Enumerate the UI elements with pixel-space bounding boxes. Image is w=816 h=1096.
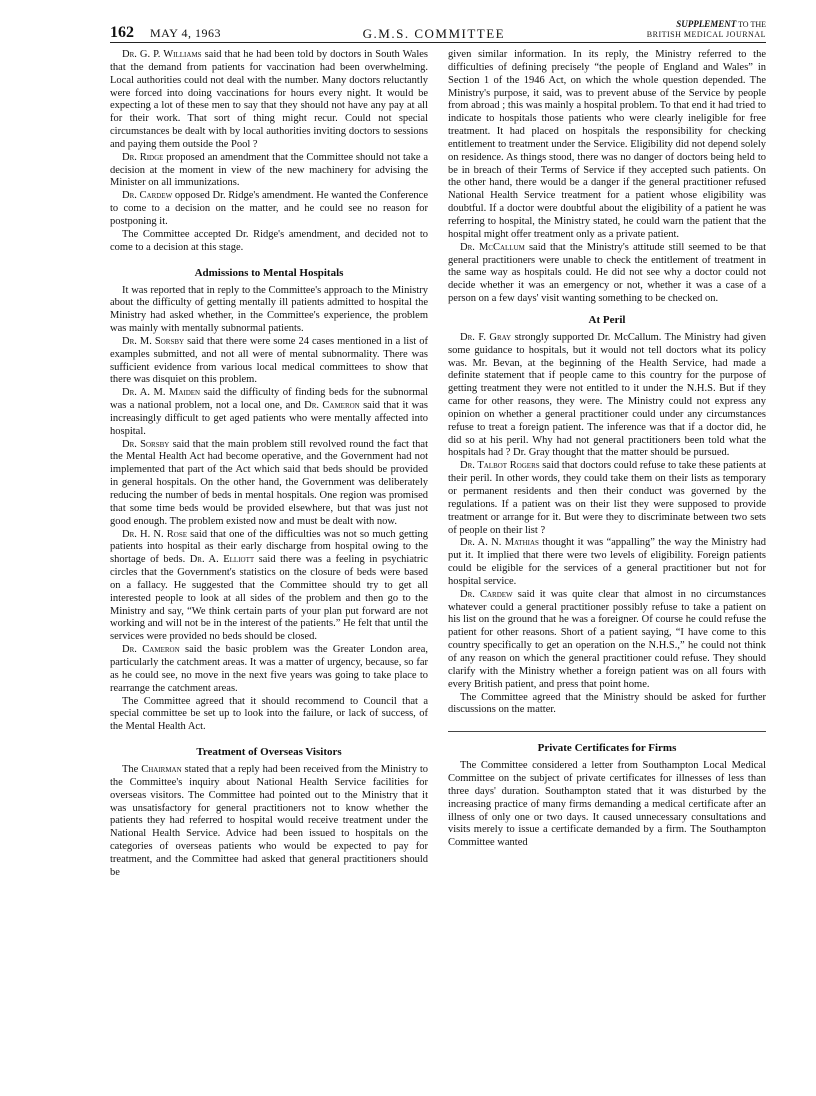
paragraph-text: said that the Ministry's attitude still seemed to be that general practitioners were unable to check the entitlement of treatment in the same way as hospitals could. He did not see why a doctor could not decide whether it was an emergency or not, whether it was a case of a person on a few days' visit wanting something to be checked on. [448, 241, 766, 305]
paragraph-text: proposed an amendment that the Committee should not take a decision at the moment in view of the new machinery for advising the Minister on all immunizations. [110, 151, 428, 189]
paragraph-text: said it was quite clear that almost in no circumstances whatever could a general practitioner possibly refuse to take a patient on his list on the ground that he was a foreigner. Of course he could refuse the patient for other reasons. Short of a patient saying, “I have come to this country specifically to get an operation on the N.H.S.,” he could not think of any reason on which the general practitioner could refuse. They should clarify with the Ministry whether a foreign patient was on all fours with every British patient, and press that point home. [448, 588, 767, 690]
paragraph [110, 439, 428, 529]
speaker-name: Dr. Cardew [122, 190, 173, 202]
paragraph-text: said that he had been told by doctors in South Wales that the demand from patients for vaccination had been overwhelming. Local authorities could not deal with the number. Many doctors reluctantly were forced into doing vaccinations for hours every night. It would be expecting a lot of these men to say that they should not have any pay at all for their work. That sort of thing might recur. Could not special circumstances be dealt with by local authorities inviting doctors to sessions and paying them outside the Pool ? [110, 49, 428, 150]
supplement-word: SUPPLEMENT [676, 19, 737, 29]
speaker-name: Dr. McCallum [460, 241, 525, 253]
paragraph-text: said there was a feeling in psychiatric circles that the Government's statistics on the closure of beds were based on a fallacy. He suggested that the Committee should try to get all interested people to look at all sides of the problem and then go to the Ministry and say, “We think certain parts of your plan put forward are not working and will not be in the interest of the patients.” He felt that until the services were provided no beds should be closed. [110, 554, 428, 643]
running-header [110, 12, 766, 43]
paragraph-text: stated that a reply had been received from the Ministry to the Committee's inquiry about National Health Service facilities for overseas visitors. The Committee had pointed out to the Ministry that it was unsatisfactory for general practitioners not to know whether the patients they had referred to hospital would receive treatment under the National Health Service. Advice had been issued to hospitals on the categories of overseas patients who would be expected to pay for treatment, and the Committee had asked that general practitioners should be [110, 764, 428, 878]
paragraph-text: said that doctors could refuse to take these patients at their peril. In other words, they could take them on their lists as temporary or permanent residents and then their conduct was governed by the regulations. If a patient was on their list they were supposed to provide treatment or arrange for it. But were they to discriminate between two sets of people on their list ? [448, 460, 766, 536]
speaker-name: Dr. A. Elliott [189, 554, 255, 566]
left-column [110, 49, 428, 1089]
issue-date: MAY 4, 1963 [150, 26, 221, 40]
speaker-name: Dr. M. Sorsby [122, 335, 185, 347]
paragraph: The Committee agreed that it should recommend to Council that a special committee be set up to look into the failure, or lack of success, of the Mental Health Act. [110, 695, 428, 733]
speaker-name: Dr. Cameron [304, 400, 360, 412]
page-number: 162 [110, 24, 134, 41]
paragraph-continued: given similar information. In its reply, the Ministry referred to the difficulties of defining precisely “the people of England and Wales” in Section 1 of the 1946 Act, on which the whole question depended. The Ministry's purpose, it said, was to prevent abuse of the Service by people from abroad ; this was mainly a hospital problem. To that end it had tried to indicate to hospitals those patients who were clearly ineligible for free treatment. It had placed on hospitals the responsibility for checking entitlement to treatment under the Service. Eligibility did not depend solely on residence. As things stood, there was no danger of doctors being held to be in breach of their Terms of Service if they accepted such patients. On the other hand, there would be a danger if the general practitioner refused National Health Service treatment for a patient whose eligibility was doubtful. If a doctor were doubtful about the eligibility of a patient he was referring to hospital, the Ministry stated, he could warn the patient that the hospital might offer treatment only as a private patient. [448, 49, 766, 240]
speaker-name: Dr. Cardew [460, 588, 513, 600]
paragraph [110, 49, 428, 152]
paragraph [110, 529, 428, 645]
paragraph-text: said the basic problem was the Greater London area, particularly the catchment areas. It was a matter of urgency, because, so far as he could see, no move in the next five years was going to take place to rearrange the catchment areas. [110, 644, 428, 694]
paragraph-text: said that one of the difficulties was not so much getting patients into hospital as their early discharge from hospital owing to the shortage of beds. [110, 528, 428, 566]
paragraph-text: strongly supported Dr. McCallum. The Ministry had given some guidance to hospitals, but it would not tell doctors what its policy was. Mr. Bevan, at the beginning of the Health Service, had made a definite statement that if people came to this country for the purpose of getting treatment they were not entitled to it under the N.H.S. But if they came for other reasons, they were. The Ministry could not express any opinion on whether a general practitioner could under any circumstances refuse to treat a foreign patient. The inference was that if a doctor did, he did so at his peril. Why had not general practitioners been told what the hospitals had ? Dr. Gray thought that the matter should be pursued. [448, 331, 766, 459]
speaker-name: Dr. H. N. Rose [122, 528, 187, 540]
paragraph [110, 152, 428, 191]
header-left [110, 24, 221, 42]
speaker-name: Dr. Ridge [122, 151, 164, 163]
paragraph-text: The [122, 764, 142, 776]
paragraph [110, 190, 428, 229]
section-heading-at-peril: At Peril [588, 313, 626, 326]
paragraph-text: said the difficulty of finding beds for the subnormal was a national problem, not a local one, and [110, 387, 428, 412]
section-heading-mental-hospitals: Admissions to Mental Hospitals [194, 266, 344, 279]
speaker-name: Dr. Talbot Rogers [460, 460, 540, 472]
paragraph-text: said that the main problem still revolved round the fact that the Mental Health Act had become operative, and the Government had not implemented that part of the Act which said that beds should be provided in general hospitals. On the other hand, the Government was deliberately reducing the number of beds in mental hospitals. One region was promised that some time beds would be provided elsewhere, but that was just not good enough. The problem existed now and must be dealt with now. [110, 438, 428, 527]
paragraph-text: said that there were some 24 cases mentioned in a list of examples submitted, and not all were of mental subnormality. There was sufficient evidence from various local medical committees to show that there was disquiet on this problem. [110, 335, 428, 386]
journal-name: BRITISH MEDICAL JOURNAL [646, 30, 766, 39]
speaker-name: Dr. A. M. Maiden [122, 387, 201, 399]
speaker-name: Dr. Cameron [122, 644, 180, 656]
paragraph [448, 242, 766, 306]
speaker-name: Dr. F. Gray [460, 331, 512, 343]
section-heading-private-certificates: Private Certificates for Firms [448, 731, 766, 754]
section-title: G.M.S. COMMITTEE [362, 26, 506, 41]
speaker-name: Chairman [141, 764, 182, 776]
paragraph [110, 644, 428, 695]
paragraph-text: thought it was “appalling” the way the Ministry had put it. It implied that there were two levels of eligibility. Foreign patients could be eligible for the services of a general practitioner but not for hospital service. [448, 537, 766, 587]
paragraph: The Committee agreed that the Ministry should be asked for further discussions on the matter. [448, 691, 766, 716]
section-heading-overseas-visitors: Treatment of Overseas Visitors [196, 746, 342, 759]
paragraph [448, 332, 766, 460]
article-columns [110, 49, 766, 1089]
speaker-name: Dr. G. P. Williams [122, 49, 202, 60]
paragraph: It was reported that in reply to the Committee's approach to the Ministry about the difficulty of getting mentally ill patients admitted to hospital the Ministry had asked whether, in the Committee's experience, the problem was mainly with mentally subnormal patients. [110, 284, 428, 335]
journal-supplement-label [647, 19, 766, 42]
paragraph [448, 589, 766, 692]
speaker-name: Dr. A. N. Mathias [460, 537, 539, 549]
paragraph-text: opposed Dr. Ridge's amendment. He wanted the Conference to come to a decision on the matter, and he could see no reason for postponing it. [110, 190, 428, 227]
supplement-to: TO THE [738, 20, 766, 29]
paragraph: The Committee accepted Dr. Ridge's amendment, and decided not to come to a decision at this stage. [110, 228, 428, 253]
paragraph-text: said that it was increasingly difficult to get aged patients who were mentally affected into hospital. [110, 400, 429, 437]
paragraph [448, 460, 766, 537]
paragraph [448, 537, 766, 588]
paragraph: The Committee considered a letter from Southampton Local Medical Committee on the subject of private certificates for illnesses of less than three days' duration. Southampton stated that it was disturbed by the increasing practice of many firms demanding a medical certificate after an illness of only one or two days. It caused unnecessary consultations and visits merely to issue a certificate demanded by a firm. The Southampton Committee wanted [448, 760, 766, 849]
speaker-name: Dr. Sorsby [122, 438, 170, 450]
paragraph [110, 387, 428, 438]
paragraph [110, 764, 428, 880]
paragraph [110, 336, 428, 387]
right-column [448, 49, 766, 1089]
